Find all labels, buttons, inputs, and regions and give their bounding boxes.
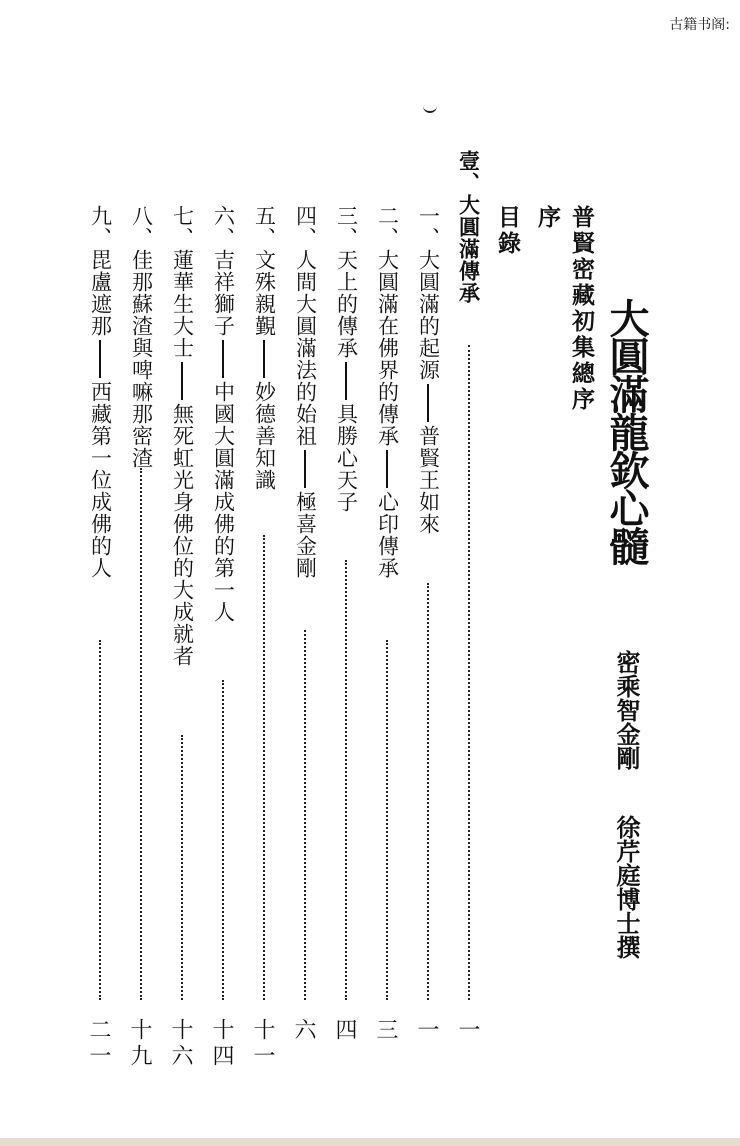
toc-entry <box>127 205 155 469</box>
toc-leader-dots <box>386 640 390 1000</box>
front-matter-preface-general: 普賢密藏初集總序 <box>568 205 595 413</box>
toc-dash <box>427 384 429 422</box>
toc-dash <box>222 340 224 378</box>
toc-entry-tail: 中國大圓滿成佛的第一人 <box>211 381 236 623</box>
toc-dash <box>181 362 183 400</box>
toc-leader-dots <box>304 630 308 1000</box>
toc-entry-tail: 無死虹光身佛位的大成就者 <box>170 403 195 667</box>
toc-leader-dots <box>345 560 349 1000</box>
toc-entry <box>168 205 196 667</box>
toc-entry-tail: 普賢王如來 <box>416 425 441 535</box>
toc-entry <box>414 205 442 535</box>
toc-page-number: 十一 <box>250 1018 275 1070</box>
author-role: 密乘智金剛 <box>612 650 641 770</box>
watermark-text: 古籍书阁: <box>669 17 730 33</box>
toc-entry-head: 六、吉祥獅子 <box>211 205 236 337</box>
toc-page-number: 四 <box>332 1018 357 1044</box>
toc-leader-dots <box>263 535 267 1000</box>
toc-leader-dots <box>140 468 144 1000</box>
toc-entry-tail: 心印傳承 <box>375 491 400 579</box>
toc-dash <box>386 450 388 488</box>
toc-entry-head: 四、人間大圓滿法的始祖 <box>293 205 318 447</box>
book-title: 大圓滿龍欽心髓 <box>603 298 650 564</box>
toc-dash <box>345 362 347 400</box>
toc-entry-tail: 西藏第一位成佛的人 <box>88 381 113 579</box>
toc-entry <box>332 205 360 513</box>
toc-entry <box>250 205 278 491</box>
toc-entry-head: 五、文殊親覲 <box>252 205 277 337</box>
author-name: 徐芹庭博士撰 <box>612 815 641 959</box>
toc-dash <box>304 450 306 488</box>
toc-entry-head: 七、蓮華生大士 <box>170 205 195 359</box>
toc-page-number: 十六 <box>168 1018 193 1070</box>
toc-entry-tail: 具勝心天子 <box>334 403 359 513</box>
toc-entry <box>373 205 401 579</box>
front-matter-preface: 序 <box>534 205 561 231</box>
toc-entry-head: 八、佳那蘇渣與啤嘛那密渣 <box>129 205 154 469</box>
toc-entry-head: 一、大圓滿的起源 <box>416 205 441 381</box>
page-bottom-edge <box>0 1138 740 1146</box>
toc-leader-dots <box>99 640 103 1000</box>
toc-page-number: 一 <box>455 1018 480 1044</box>
toc-dash <box>263 340 265 378</box>
toc-leader-dots <box>427 583 431 1000</box>
toc-entry-tail: 極喜金剛 <box>293 491 318 579</box>
toc-entry-head: 壹、大圓滿傳承 <box>456 150 482 304</box>
toc-entry-tail: 妙德善知識 <box>252 381 277 491</box>
toc-page-number: 三 <box>373 1018 398 1044</box>
toc-dash <box>99 340 101 378</box>
toc-entry-head: 三、天上的傳承 <box>334 205 359 359</box>
toc-entry-head: 九、毘盧遮那 <box>88 205 113 337</box>
toc-page-number: 六 <box>291 1018 316 1044</box>
toc-page-number: 十四 <box>209 1018 234 1070</box>
toc-entry-head: 二、大圓滿在佛界的傳承 <box>375 205 400 447</box>
toc-entry <box>86 205 114 579</box>
toc-leader-dots <box>181 735 185 1000</box>
toc-page-number: 十九 <box>127 1018 152 1070</box>
toc-entry <box>209 205 237 623</box>
front-matter-contents: 目錄 <box>494 205 521 257</box>
toc-page-number: 二一 <box>86 1018 111 1070</box>
toc-entry <box>291 205 319 579</box>
toc-page-number: 一 <box>414 1018 439 1044</box>
toc-leader-dots <box>468 345 472 1000</box>
toc-entry <box>455 150 483 304</box>
page-mark <box>423 104 437 113</box>
toc-leader-dots <box>222 680 226 1000</box>
